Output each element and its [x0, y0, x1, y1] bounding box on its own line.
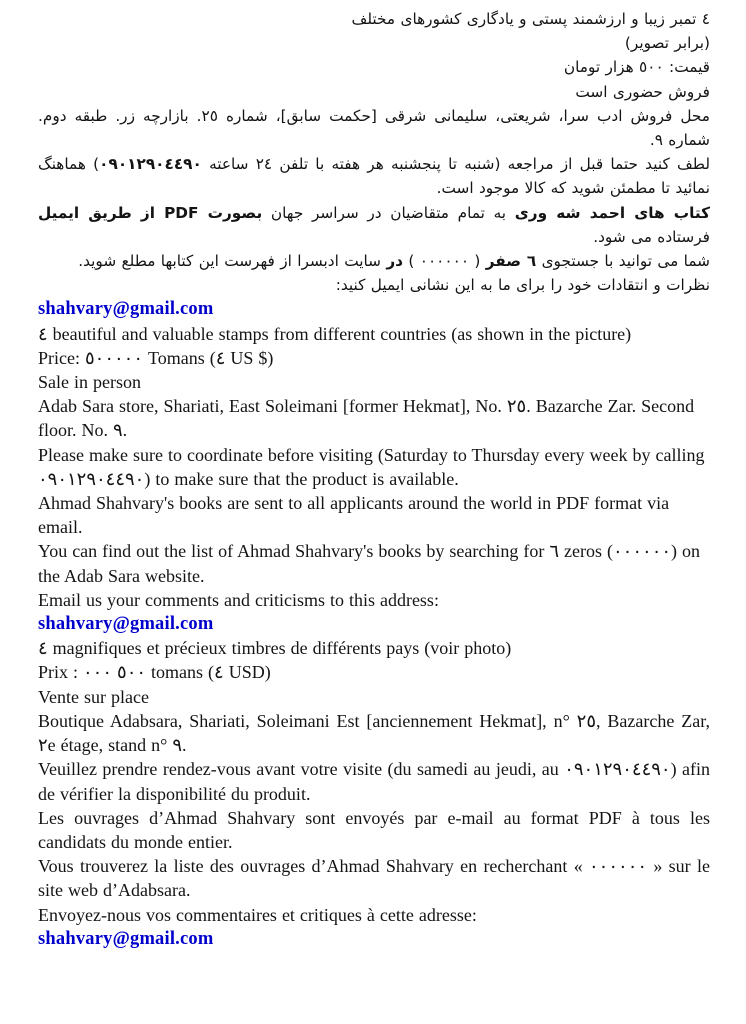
- text-run: Email us your comments and criticisms to this address:: [38, 589, 439, 610]
- fr-heading-stamps: [38, 636, 710, 660]
- bold-run: ٠٩٠١٢٩٠٤٤٩٠: [99, 155, 202, 174]
- fa-send-comments: [38, 273, 710, 297]
- fa-heading-stamps: [38, 7, 710, 31]
- text-run: Adab Sara store, Shariati, East Soleimani [former Hekmat], No. ٢٥. Bazarche Zar. Second floor. No. ٩.: [38, 396, 695, 441]
- fa-price: [38, 55, 710, 79]
- en-price: [38, 346, 710, 370]
- email-link-1[interactable]: [38, 297, 710, 321]
- text-run: لطف کنید حتما قبل از مراجعه (شنبه تا پنجشنبه هر هفته با تلفن ٢٤ ساعته: [201, 155, 710, 174]
- bold-run: بصورت PDF از طریق ایمیل: [38, 203, 263, 222]
- text-run: Les ouvrages d’Ahmad Shahvary sont envoyés par e-mail au format PDF à tous les candidats du monde entier.: [38, 807, 710, 852]
- fr-books-pdf-email: [38, 806, 710, 854]
- text-run: You can find out the list of Ahmad Shahvary's books by searching for ٦ zeros (٠٠٠٠٠٠) on the Adab Sara website.: [38, 541, 701, 586]
- fa-store-address: [38, 104, 710, 152]
- text-run: فرستاده می شود.: [593, 227, 710, 246]
- en-send-comments: [38, 588, 710, 612]
- text-run: ) هماهنگ نمائید تا مطمئن شوید که کالا موجود است.: [38, 155, 710, 198]
- text-run: Veuillez prendre rendez-vous avant votre visite (du samedi au jeudi, au ٠٩٠١٢٩٠٤٤٩٠) afin de vérifier la disponibilité du produit.: [38, 759, 711, 804]
- bold-run: ٦ صفر: [485, 252, 537, 271]
- text-run: shahvary@gmail.com: [38, 928, 214, 949]
- bold-run: در: [386, 252, 404, 271]
- fr-search-six-zeros: [38, 854, 710, 902]
- text-run: Ahmad Shahvary's books are sent to all applicants around the world in PDF format via email.: [38, 493, 670, 538]
- text-run: شما می توانید با جستجوی: [536, 252, 710, 271]
- text-run: ٤ beautiful and valuable stamps from different countries (as shown in the picture): [38, 323, 632, 344]
- text-run: (برابر تصویر): [624, 34, 710, 53]
- text-run: Prix : ٥٠٠ ٠٠٠ tomans (٤ USD): [38, 662, 271, 683]
- text-run: shahvary@gmail.com: [38, 614, 214, 635]
- text-run: Boutique Adabsara, Shariati, Soleimani Est [anciennement Hekmat], n° ٢٥, Bazarche Zar, ٢e étage, stand n° ٩.: [38, 710, 710, 756]
- text-run: به تمام متقاضیان در سراسر جهان: [262, 203, 515, 222]
- text-run: محل فروش ادب سرا، شریعتی، سلیمانی شرقی [حکمت سابق]، شماره ٢٥. بازارچه زر. طبقه دوم. شماره ٩.: [38, 106, 711, 150]
- text-run: Please make sure to coordinate before visiting (Saturday to Thursday every week by calling ٠٩٠١٢٩٠٤٤٩٠) to make sure that the product is available.: [38, 444, 705, 489]
- fr-price: [38, 660, 710, 684]
- text-run: ( ٠٠٠٠٠٠ ): [403, 252, 486, 271]
- fa-as-picture: [38, 31, 710, 55]
- text-run: سایت ادبسرا از فهرست این کتابها مطلع شوید.: [78, 252, 387, 271]
- email-link-2[interactable]: [38, 612, 710, 636]
- fr-store-address: [38, 709, 710, 757]
- fr-call-before-visit: [38, 757, 710, 805]
- fa-call-before-visit: [38, 152, 710, 200]
- text-run: Vente sur place: [38, 686, 149, 707]
- en-search-six-zeros: [38, 539, 710, 587]
- fa-search-six-zeros: [38, 249, 710, 273]
- fa-books-pdf-email: [38, 201, 710, 249]
- en-heading-stamps: [38, 322, 710, 346]
- en-sale-in-person: [38, 370, 710, 394]
- text-run: نظرات و انتقادات خود را برای ما به این نشانی ایمیل کنید:: [335, 276, 710, 295]
- text-run: Sale in person: [38, 372, 141, 393]
- text-run: فروش حضوری است: [575, 82, 710, 101]
- bold-run: کتاب های احمد شه وری: [514, 203, 710, 222]
- fr-sale-in-person: [38, 685, 710, 709]
- text-run: قیمت: ٥٠٠ هزار تومان: [563, 58, 710, 77]
- text-run: Vous trouverez la liste des ouvrages d’Ahmad Shahvary en recherchant « ٠٠٠٠٠٠ » sur le site web d’Adabsara.: [38, 856, 710, 901]
- fa-sale-in-person: [38, 80, 710, 104]
- text-run: shahvary@gmail.com: [38, 299, 214, 320]
- text-run: Price: ٥٠٠٠٠٠ Tomans (٤ US $): [38, 347, 274, 368]
- en-books-pdf-email: [38, 491, 710, 539]
- text-run: Envoyez-nous vos commentaires et critiques à cette adresse:: [38, 904, 477, 925]
- en-store-address: [38, 394, 710, 442]
- text-run: ٤ magnifiques et précieux timbres de différents pays (voir photo): [38, 638, 512, 659]
- en-call-before-visit: [38, 443, 710, 491]
- email-link-3[interactable]: [38, 927, 710, 951]
- text-run: ٤ تمبر زیبا و ارزشمند پستی و یادگاری کشورهای مختلف: [351, 10, 710, 28]
- fr-send-comments: [38, 903, 710, 927]
